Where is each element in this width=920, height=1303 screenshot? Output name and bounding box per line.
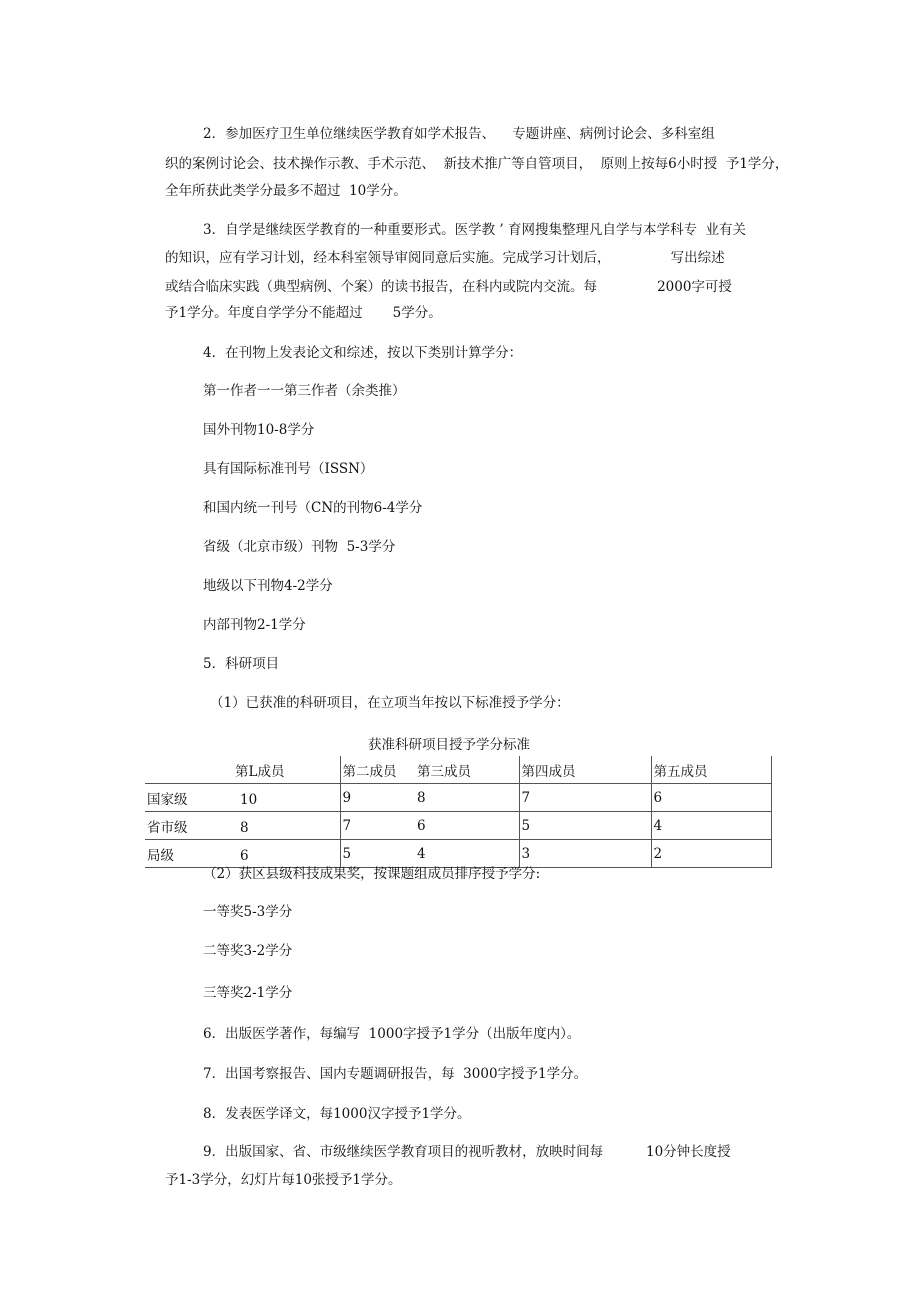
table-cell-value: 7 — [519, 784, 651, 812]
table-cell-value: 5 — [340, 840, 415, 868]
paragraph-3-line-2: 的知识，应有学习计划，经本科室领导审阅同意后实施。完成学习计划后， 写出综述 — [165, 250, 725, 266]
paragraph-5-sub-2: （2）获区县级科技成果奖，按课题组成员排序授予学分: — [203, 866, 541, 882]
table-cell-value: 6 — [240, 847, 249, 864]
table-cell-value: 9 — [340, 784, 415, 812]
table-header-member-2: 第二成员 — [340, 756, 415, 784]
table-cell-value: 8 — [415, 784, 519, 812]
table-caption: 获准科研项目授予学分标准 — [368, 737, 530, 753]
paragraph-2-line-1: 2．参加医疗卫生单位继续医学教育如学术报告、 专题讲座、病例讨论会、多科室组 — [203, 126, 715, 142]
table-cell-level: 国家级 — [147, 791, 188, 808]
third-prize-line: 三等奖2-1学分 — [203, 985, 293, 1001]
first-prize-line: 一等奖5-3学分 — [203, 904, 293, 920]
table-cell-value: 2 — [651, 840, 771, 868]
paragraph-4-line-1: 4．在刊物上发表论文和综述，按以下类别计算学分： — [203, 345, 523, 361]
table-cell-value: 4 — [415, 840, 519, 868]
table-cell-value: 8 — [240, 819, 249, 836]
table-header-member-3: 第三成员 — [415, 756, 519, 784]
table-cell-value: 4 — [651, 812, 771, 840]
second-prize-line: 二等奖3-2学分 — [203, 943, 293, 959]
table-row — [145, 784, 771, 812]
paragraph-6: 6．出版医学著作，每编写 1000字授予1学分（出版年度内）。 — [203, 1026, 581, 1042]
local-journal-line: 地级以下刊物4-2学分 — [203, 578, 333, 594]
paragraph-5-sub-1: （1）已获准的科研项目，在立项当年按以下标准授予学分： — [210, 695, 570, 711]
author-order-line: 第一作者一一第三作者（余类推） — [203, 383, 406, 399]
table-cell-level-and-first — [145, 812, 340, 840]
paragraph-3-line-4: 予1学分。年度自学学分不能超过 5学分。 — [165, 305, 442, 321]
paragraph-9-line-1: 9．出版国家、省、市级继续医学教育项目的视听教材，放映时间每 10分钟长度授 — [203, 1144, 731, 1160]
paragraph-5-heading: 5．科研项目 — [203, 656, 280, 672]
paragraph-3-line-3: 或结合临床实践（典型病例、个案）的读书报告，在科内或院内交流。每 2000字可授 — [165, 279, 732, 295]
table-cell-level-and-first — [145, 784, 340, 812]
table-cell-value: 3 — [519, 840, 651, 868]
paragraph-3-line-1: 3．自学是继续医学教育的一种重要形式。医学教 ’ 育网搜集整理凡自学与本学科专 业有关 — [203, 222, 747, 238]
credit-table — [145, 756, 772, 868]
foreign-journal-line: 国外刊物10-8学分 — [203, 422, 315, 438]
cn-journal-line: 和国内统一刊号（CN的刊物6-4学分 — [203, 500, 423, 516]
table-row — [145, 812, 771, 840]
paragraph-8: 8．发表医学译文，每1000汉字授予1学分。 — [203, 1106, 471, 1122]
table-header-member-4: 第四成员 — [519, 756, 651, 784]
table-cell-level: 省市级 — [147, 819, 188, 836]
table-header-cell — [145, 756, 340, 784]
table-cell-value: 6 — [415, 812, 519, 840]
provincial-journal-line: 省级（北京市级）刊物 5-3学分 — [203, 539, 396, 555]
paragraph-2-line-2: 织的案例讨论会、技术操作示教、手术示范、 新技术推广等自管项目， 原则上按每6小时授 予1学分， — [165, 156, 789, 172]
table-cell-level: 局级 — [147, 847, 174, 864]
internal-journal-line: 内部刊物2-1学分 — [203, 617, 306, 633]
table-header-member-1: 第L成员 — [235, 763, 285, 780]
table-cell-value: 10 — [240, 791, 258, 808]
table-header-member-5: 第五成员 — [651, 756, 771, 784]
table-cell-value: 6 — [651, 784, 771, 812]
issn-line: 具有国际标准刊号（ISSN） — [203, 461, 374, 477]
paragraph-9-line-2: 予1-3学分，幻灯片每10张授予1学分。 — [165, 1172, 402, 1188]
table-cell-value: 5 — [519, 812, 651, 840]
table-header-row — [145, 756, 771, 784]
table-cell-value: 7 — [340, 812, 415, 840]
paragraph-2-line-3: 全年所获此类学分最多不超过 10学分。 — [165, 183, 407, 199]
paragraph-7: 7．出国考察报告、国内专题调研报告，每 3000字授予1学分。 — [203, 1066, 588, 1082]
